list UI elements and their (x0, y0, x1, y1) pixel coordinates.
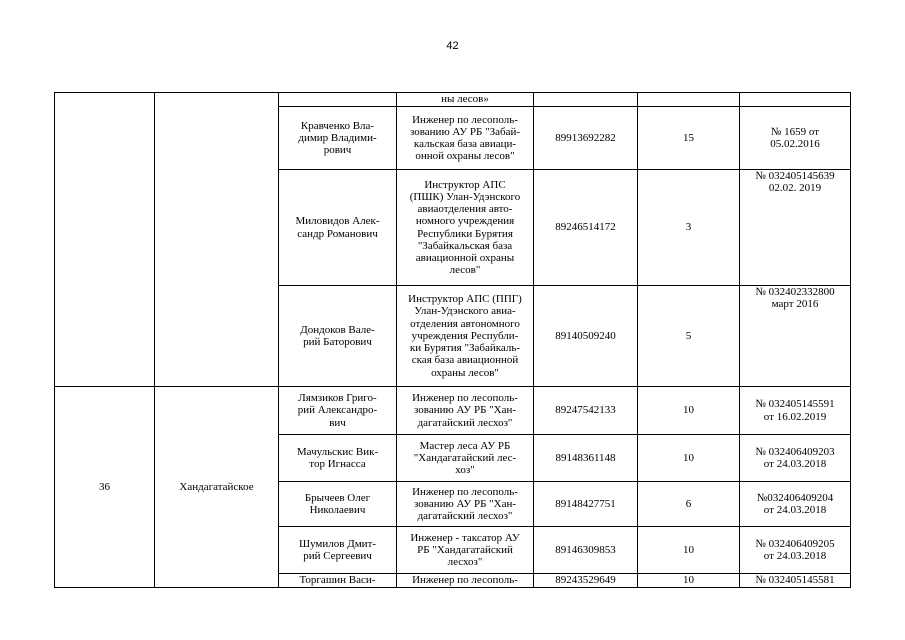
name-cell: Шумилов Дмит- рий Сергеевич (279, 527, 397, 574)
name-cell: Дондоков Вале- рий Баторович (279, 286, 397, 387)
name-cell: Торгашин Васи- (279, 574, 397, 588)
experience-cell: 5 (638, 286, 740, 387)
table-row (55, 93, 851, 107)
document-cell: № 032406409203 от 24.03.2018 (740, 435, 851, 482)
phone-cell: 89243529649 (534, 574, 638, 588)
position-cell: Инженер по лесополь- зованию АУ РБ "Хан- дагатайский лесхоз" (397, 482, 534, 527)
experience-cell: 10 (638, 527, 740, 574)
position-cell: Инженер по лесополь- зованию АУ РБ "Забай- кальская база авиаци- онной охраны лесов" (397, 107, 534, 170)
experience-cell: 3 (638, 170, 740, 286)
phone-cell: 89246514172 (534, 170, 638, 286)
position-cell: Инженер по лесополь- (397, 574, 534, 588)
experience-cell: 10 (638, 387, 740, 435)
page-number: 42 (446, 40, 459, 52)
document-cell: № 032406409205 от 24.03.2018 (740, 527, 851, 574)
phone-cell: 89913692282 (534, 107, 638, 170)
table-row (55, 387, 851, 435)
phone-cell: 89140509240 (534, 286, 638, 387)
phone-cell (534, 93, 638, 107)
number-cell: 36 (55, 387, 155, 588)
experience-cell: 10 (638, 574, 740, 588)
name-cell: Миловидов Алек- сандр Романович (279, 170, 397, 286)
document-cell: № 1659 от 05.02.2016 (740, 107, 851, 170)
name-cell: Кравченко Вла- димир Владими- рович (279, 107, 397, 170)
phone-cell: 89146309853 (534, 527, 638, 574)
phone-cell: 89148427751 (534, 482, 638, 527)
document-cell (740, 93, 851, 107)
phone-cell: 89247542133 (534, 387, 638, 435)
experience-cell (638, 93, 740, 107)
document-cell: № 032405145639 02.02. 2019 (740, 170, 851, 286)
experience-cell: 10 (638, 435, 740, 482)
document-cell: № 032402332800 март 2016 (740, 286, 851, 387)
staff-table (54, 92, 851, 588)
name-cell: Брычеев Олег Николаевич (279, 482, 397, 527)
name-cell: Лямзиков Григо- рий Александро- вич (279, 387, 397, 435)
forestry-cell: Хандагатайское (155, 387, 279, 588)
name-cell (279, 93, 397, 107)
position-cell: ны лесов» (397, 93, 534, 107)
forestry-cell (155, 93, 279, 387)
position-cell: Инженер - таксатор АУ РБ "Хандагатайский лесхоз" (397, 527, 534, 574)
document-cell: №032406409204 от 24.03.2018 (740, 482, 851, 527)
position-cell: Мастер леса АУ РБ "Хандагатайский лес- хоз" (397, 435, 534, 482)
position-cell: Инженер по лесополь- зованию АУ РБ "Хан- дагатайский лесхоз" (397, 387, 534, 435)
number-cell (55, 93, 155, 387)
name-cell: Мачульскис Вик- тор Игнасса (279, 435, 397, 482)
position-cell: Инструктор АПС (ПШК) Улан-Удэнского авиаотделения авто- номного учреждения Республики Бурятия "Забайкальская база авиационной охраны лесов" (397, 170, 534, 286)
document-cell: № 032405145581 (740, 574, 851, 588)
experience-cell: 15 (638, 107, 740, 170)
experience-cell: 6 (638, 482, 740, 527)
document-cell: № 032405145591 от 16.02.2019 (740, 387, 851, 435)
phone-cell: 89148361148 (534, 435, 638, 482)
position-cell: Инструктор АПС (ППГ) Улан-Удэнского авиа- отделения автономного учреждения Республи- ки Бурятия "Забайкаль- ская база авиационной охраны лесов" (397, 286, 534, 387)
